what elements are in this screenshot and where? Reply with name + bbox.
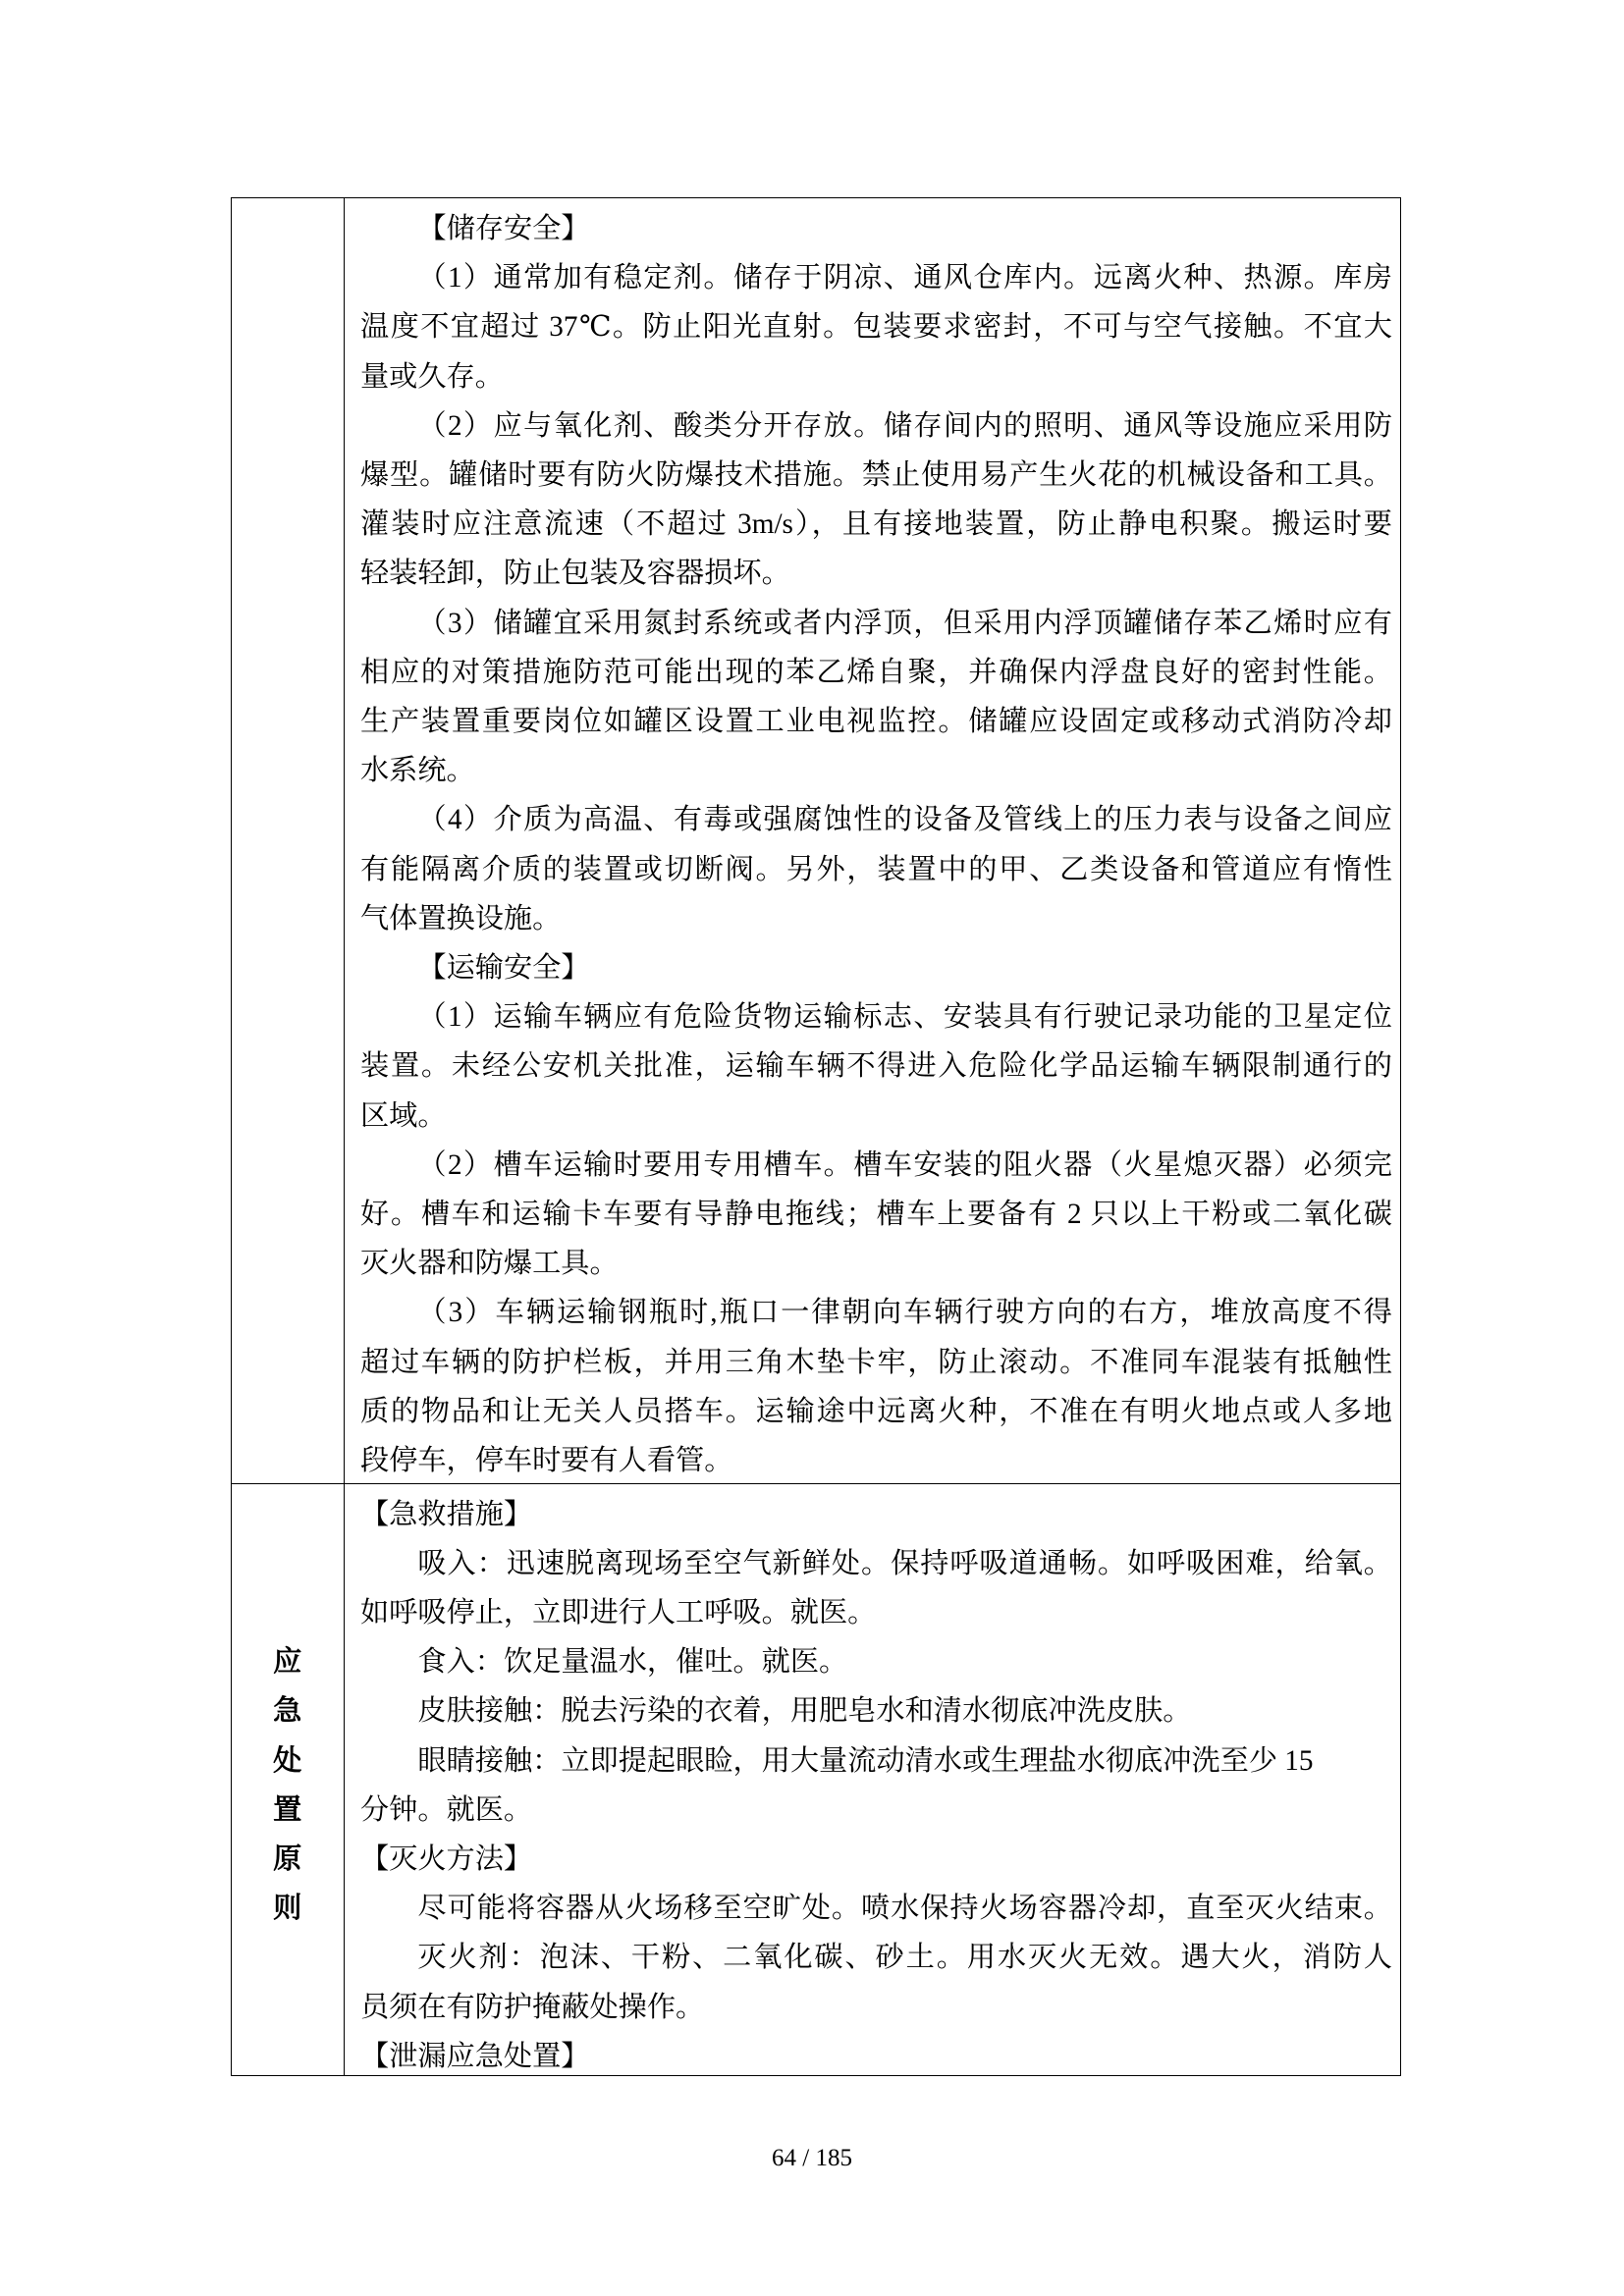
text-line: 量或久存。 xyxy=(360,360,504,393)
text-line: 皮肤接触：脱去污染的衣着，用肥皂水和清水彻底冲洗皮肤。 xyxy=(417,1695,1192,1728)
text-line: 灭火剂：泡沫、干粉、二氧化碳、砂土。用水灭火无效。遇大火，消防人 xyxy=(417,1942,1392,1974)
text-line: 爆型。罐储时要有防火防爆技术措施。禁止使用易产生火花的机械设备和工具。 xyxy=(360,459,1392,492)
section-fire-fighting xyxy=(360,1835,1392,2032)
text-line: 水系统。 xyxy=(360,755,475,787)
text-line: （1）运输车辆应有危险货物运输标志、安装具有行驶记录功能的卫星定位 xyxy=(417,1001,1392,1034)
section-title: 【急救措施】 xyxy=(360,1498,533,1530)
text-line: （3）车辆运输钢瓶时,瓶口一律朝向车辆行驶方向的右方，堆放高度不得 xyxy=(417,1297,1392,1329)
section-title: 【泄漏应急处置】 xyxy=(360,2040,590,2072)
label-cell-emergency xyxy=(232,1484,345,2076)
text-line: 如呼吸停止，立即进行人工呼吸。就医。 xyxy=(360,1596,877,1629)
text-line: 灭火器和防爆工具。 xyxy=(360,1248,619,1280)
text-line: 质的物品和让无关人员搭车。运输途中远离火种，不准在有明火地点或人多地 xyxy=(360,1395,1392,1427)
paragraph xyxy=(360,1288,1392,1485)
table-row-emergency-principles xyxy=(232,1484,1400,2076)
paragraph xyxy=(360,1736,1392,1835)
page-number: 64 / 185 xyxy=(772,2145,852,2171)
section-title: 【储存安全】 xyxy=(417,213,590,244)
paragraph xyxy=(360,992,1392,1141)
text-line: 超过车辆的防护栏板，并用三角木垫卡牢，防止滚动。不准同车混装有抵触性 xyxy=(360,1346,1392,1378)
paragraph xyxy=(360,401,1392,599)
info-table xyxy=(231,197,1401,2076)
content-cell-emergency-principles xyxy=(345,1484,1401,2076)
paragraph xyxy=(360,1884,1392,1933)
text-line: （3）储罐宜采用氮封系统或者内浮顶，但采用内浮顶罐储存苯乙烯时应有 xyxy=(417,607,1392,639)
section-storage-safety xyxy=(360,204,1392,943)
text-line: 生产装置重要岗位如罐区设置工业电视监控。储罐应设固定或移动式消防冷却 xyxy=(360,706,1392,738)
content-cell-storage-transport xyxy=(345,198,1401,1483)
text-line: 好。槽车和运输卡车要有导静电拖线；槽车上要备有 2 只以上干粉或二氧化碳 xyxy=(360,1199,1392,1231)
paragraph xyxy=(360,1539,1392,1637)
text-line: 员须在有防护掩蔽处操作。 xyxy=(360,1991,705,2023)
text-line: 温度不宜超过 37℃。防止阳光直射。包装要求密封，不可与空气接触。不宜大 xyxy=(360,311,1392,344)
table-row-storage-transport xyxy=(232,198,1400,1484)
text-line: 轻装轻卸，防止包装及容器损坏。 xyxy=(360,558,790,590)
paragraph xyxy=(360,795,1392,943)
paragraph xyxy=(360,253,1392,401)
text-line: 分钟。就医。 xyxy=(360,1793,533,1826)
text-line: 有能隔离介质的装置或切断阀。另外，装置中的甲、乙类设备和管道应有惰性 xyxy=(360,853,1392,885)
text-line: （1）通常加有稳定剂。储存于阴凉、通风仓库内。远离火种、热源。库房 xyxy=(417,262,1392,294)
paragraph xyxy=(360,1141,1392,1289)
text-line: 吸入：迅速脱离现场至空气新鲜处。保持呼吸道通畅。如呼吸困难，给氧。 xyxy=(417,1547,1392,1579)
section-first-aid xyxy=(360,1490,1392,1835)
text-line: 尽可能将容器从火场移至空旷处。喷水保持火场容器冷却，直至灭火结束。 xyxy=(417,1893,1392,1925)
section-title: 【运输安全】 xyxy=(417,952,590,985)
text-line: 装置。未经公安机关批准，运输车辆不得进入危险化学品运输车辆限制通行的 xyxy=(360,1050,1392,1083)
text-line: （4）介质为高温、有毒或强腐蚀性的设备及管线上的压力表与设备之间应 xyxy=(417,804,1392,836)
paragraph xyxy=(360,1637,1392,1686)
text-line: 食入：饮足量温水，催吐。就医。 xyxy=(417,1646,848,1679)
section-title: 【灭火方法】 xyxy=(360,1842,533,1875)
text-line: 区域。 xyxy=(360,1099,447,1132)
row-label-emergency-principles: 应急处置原则 xyxy=(273,1646,302,1925)
label-cell-empty xyxy=(232,198,345,1483)
text-line: 气体置换设施。 xyxy=(360,902,562,934)
paragraph xyxy=(360,1933,1392,2031)
paragraph xyxy=(360,1686,1392,1735)
text-line: 段停车，停车时要有人看管。 xyxy=(360,1445,733,1477)
text-line: （2）应与氧化剂、酸类分开存放。储存间内的照明、通风等设施应采用防 xyxy=(417,409,1392,442)
text-line: 相应的对策措施防范可能出现的苯乙烯自聚，并确保内浮盘良好的密封性能。 xyxy=(360,656,1392,688)
paragraph xyxy=(360,599,1392,796)
text-line: （2）槽车运输时要用专用槽车。槽车安装的阻火器（火星熄灭器）必须完 xyxy=(417,1148,1392,1181)
section-transport-safety xyxy=(360,943,1392,1485)
section-leak-emergency xyxy=(360,2032,1392,2081)
text-line: 灌装时应注意流速（不超过 3m/s），且有接地装置，防止静电积聚。搬运时要 xyxy=(360,508,1392,541)
text-line: 眼睛接触：立即提起眼睑，用大量流动清水或生理盐水彻底冲洗至少 15 xyxy=(417,1744,1314,1777)
